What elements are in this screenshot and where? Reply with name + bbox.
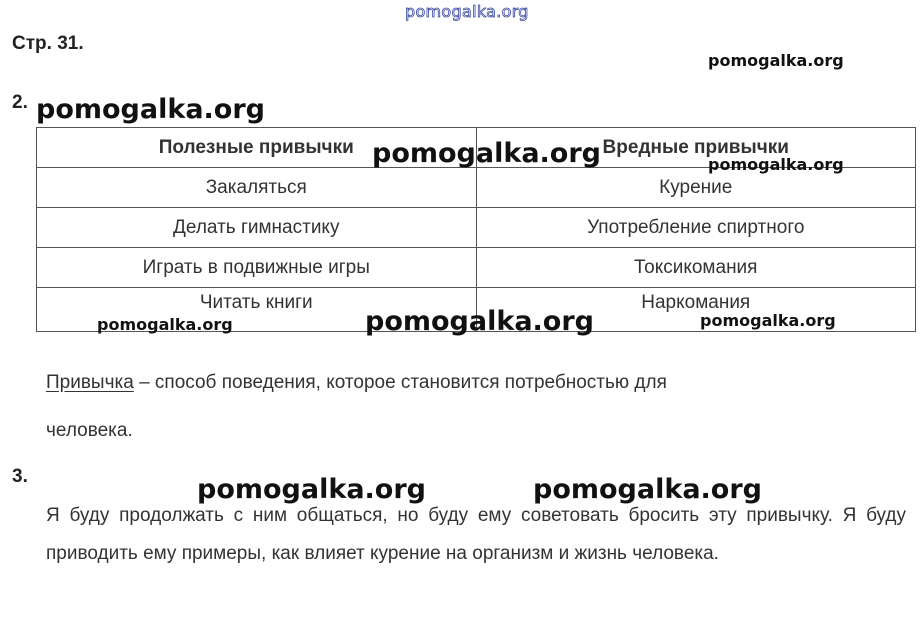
table-cell: Играть в подвижные игры xyxy=(37,248,477,288)
page-heading: Стр. 31. xyxy=(12,33,84,54)
table-row xyxy=(37,208,916,248)
column-header-useful: Полезные привычки xyxy=(37,128,477,168)
watermark: pomogalka.org xyxy=(97,315,233,334)
column-header-harmful: Вредные привычки xyxy=(476,128,916,168)
definition-line-1 xyxy=(46,364,667,402)
table-cell: Читать книги xyxy=(37,288,477,332)
watermark-top: pomogalka.org xyxy=(405,2,529,21)
table-cell: Курение xyxy=(476,168,916,208)
watermark: pomogalka.org xyxy=(372,138,601,169)
watermark: pomogalka.org xyxy=(708,51,844,70)
table-cell: Делать гимнастику xyxy=(37,208,477,248)
watermark: pomogalka.org xyxy=(197,474,426,505)
watermark: pomogalka.org xyxy=(700,311,836,330)
definition-term: Привычка xyxy=(46,372,134,393)
task-2-number: 2. xyxy=(12,92,28,113)
table-row xyxy=(37,248,916,288)
definition-line-2: человека. xyxy=(46,420,133,441)
watermark: pomogalka.org xyxy=(533,474,762,505)
watermark: pomogalka.org xyxy=(36,94,265,125)
watermark: pomogalka.org xyxy=(365,306,594,337)
definition-text: – способ поведения, которое становится потребностью для xyxy=(133,372,667,393)
task-3-answer: Я буду продолжать с ним общаться, но буду ему советовать бросить эту привычку. Я буду приводить ему примеры, как влияет курение на организм и жизнь человека. xyxy=(46,505,906,564)
table-cell: Наркомания xyxy=(476,288,916,332)
watermark: pomogalka.org xyxy=(708,155,844,174)
table-cell: Токсикомания xyxy=(476,248,916,288)
table-cell: Закаляться xyxy=(37,168,477,208)
task-3-number: 3. xyxy=(12,466,28,487)
table-cell: Употребление спиртного xyxy=(476,208,916,248)
